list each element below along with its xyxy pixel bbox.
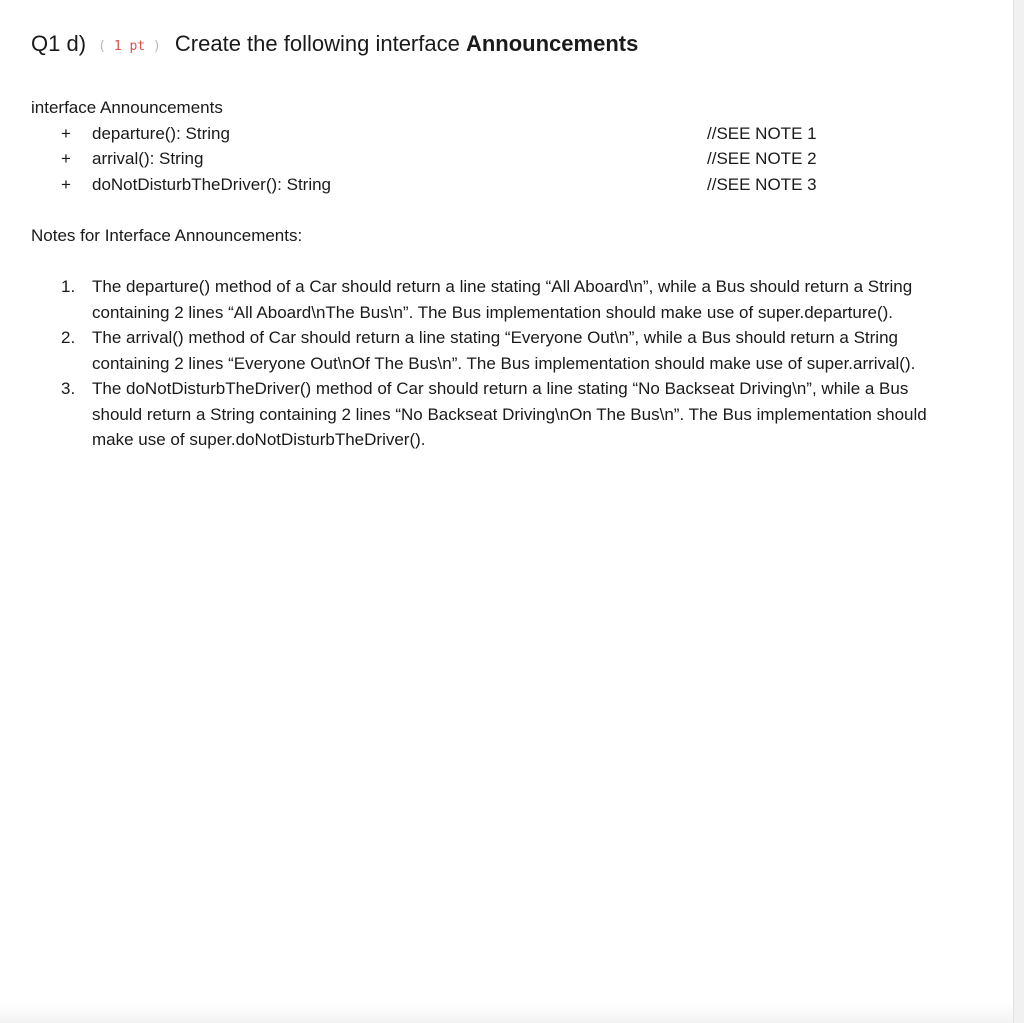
note-item [61, 274, 961, 325]
member-visibility: + [61, 174, 71, 194]
note-number: 3. [61, 379, 76, 398]
interface-member [31, 121, 817, 147]
points-open: ( [98, 39, 106, 54]
member-visibility: + [61, 149, 71, 168]
member-signature: departure(): String [92, 123, 230, 143]
notes-heading: Notes for Interface Announcements: [31, 226, 303, 245]
note-item [61, 325, 961, 376]
note-text: The doNotDisturbTheDriver() method of Car should return a line stating “No Backseat Driving\n”, while a Bus should return a String containing 2 lines “No Backseat Driving\nOn The Bus\n”. The Bus implementation should make use of super.doNotDisturbTheDriver(). [92, 379, 927, 449]
member-note-ref: //SEE NOTE 1 [707, 123, 817, 143]
interface-spec [31, 95, 817, 197]
interface-member [31, 146, 817, 172]
points-badge [98, 39, 161, 54]
note-number: 2. [61, 328, 76, 347]
note-text: The arrival() method of Car should return a line stating “Everyone Out\n”, while a Bus should return a String containing 2 lines “Everyone Out\nOf The Bus\n”. The Bus implementation should make use of super.arrival(). [92, 328, 916, 373]
points-value: 1 pt [113, 39, 146, 54]
page-bottom-shadow [0, 1003, 1013, 1023]
note-text: The departure() method of a Car should return a line stating “All Aboard\n”, while a Bus should return a String containing 2 lines “All Aboard\nThe Bus\n”. The Bus implementation should make use of super.departure(). [92, 277, 913, 322]
member-note-ref: //SEE NOTE 2 [707, 149, 817, 168]
scrollbar-gutter[interactable] [1013, 0, 1024, 1023]
question-header [31, 30, 638, 62]
notes-list [61, 274, 961, 453]
interface-name: Announcements [465, 31, 639, 56]
member-signature: arrival(): String [92, 149, 204, 168]
member-visibility: + [61, 123, 71, 143]
question-prompt: Create the following interface [174, 31, 460, 56]
note-item [61, 376, 961, 453]
member-signature: doNotDisturbTheDriver(): String [92, 174, 332, 194]
points-close: ) [152, 39, 161, 54]
member-note-ref: //SEE NOTE 3 [707, 174, 817, 194]
question-number: Q1 d) [31, 31, 87, 56]
interface-header: interface Announcements [31, 98, 223, 117]
note-number: 1. [61, 277, 76, 296]
interface-member [31, 172, 817, 198]
